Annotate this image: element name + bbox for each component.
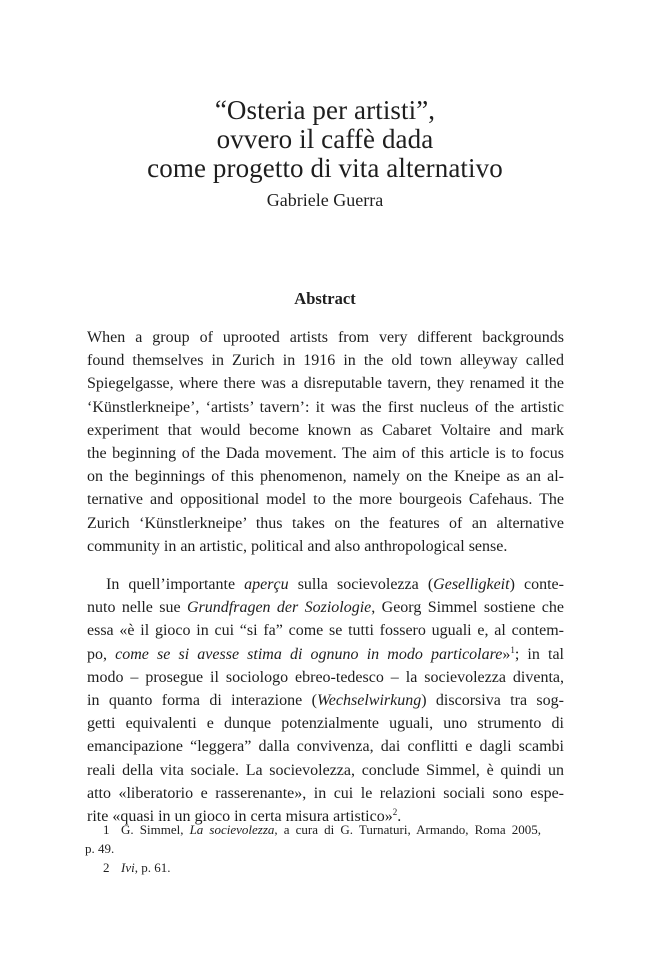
body-text-span: nuto nelle sue	[87, 599, 187, 617]
footnote-ref-2[interactable]: 2	[392, 806, 398, 817]
abstract-line: ternative and oppositional model to the more bourgeois Cafehaus. The	[87, 491, 564, 509]
footnote-1	[87, 820, 564, 839]
body-line: modo – prosegue il sociologo ebreo-tedesco – la socievolezza diventa,	[87, 668, 564, 686]
footnotes	[87, 820, 564, 877]
body-line: atto «liberatorio e rasserenante», in cui le relazioni sociali sono espe-	[87, 784, 564, 802]
body-italic-span: Geselligkeit	[433, 576, 510, 593]
abstract-line: Spiegelgasse, where there was a disreputable tavern, they renamed it the	[87, 375, 564, 393]
body-italic-span: come se si avesse stima di ognuno in modo particolare	[115, 645, 503, 663]
abstract-text	[87, 326, 564, 558]
footnote-number: 1	[103, 822, 110, 837]
footnote-text	[121, 820, 541, 839]
body-line	[87, 643, 564, 666]
body-text-span: ; in tal	[514, 645, 565, 663]
body-italic-span: Wechselwirkung	[316, 691, 422, 709]
body-text-span: In quell’importante	[106, 576, 245, 593]
title-line-1: “Osteria per artisti”,	[214, 95, 436, 125]
author-name: Gabriele Guerra	[266, 190, 384, 210]
footnote-italic-span: Ivi	[121, 860, 135, 875]
body-line	[87, 596, 564, 619]
footnote-ref-1[interactable]: 1	[510, 644, 515, 655]
body-italic-span: Grundfragen der Soziologie	[186, 599, 372, 617]
abstract-line: the beginning of the Dada movement. The aim of this article is to focus	[87, 444, 564, 462]
body-text-span: sulla socievolezza (	[288, 576, 434, 593]
title-line-2: ovvero il caffè dada	[216, 124, 434, 154]
body-text-span: po,	[87, 645, 116, 663]
body-text-span: ) discorsiva tra sog-	[421, 691, 564, 709]
body-text-span: , Georg Simmel sostiene che	[371, 599, 564, 617]
body-italic-span: aperçu	[244, 576, 289, 593]
body-line: reali della vita sociale. La socievolezza, conclude Simmel, è quindi un	[87, 761, 564, 779]
abstract-line: ‘Künstlerkneipe’, ‘artists’ tavern’: it was the first nucleus of the artistic	[87, 398, 564, 416]
body-text-span: ) conte-	[509, 576, 564, 593]
title-line-3: come progetto di vita alternativo	[147, 153, 503, 183]
body-paragraph	[87, 573, 564, 828]
abstract-line: on the beginnings of this phenomenon, namely on the Kneipe as an al-	[87, 468, 564, 486]
body-text-span: .	[397, 807, 402, 825]
footnote-text-span: , p. 61.	[134, 860, 171, 875]
footnote-italic-span: La socievolezza	[189, 822, 275, 837]
footnote-2	[87, 858, 564, 877]
body-line	[87, 689, 564, 712]
body-text-span: »	[502, 645, 511, 663]
body-line: getti equivalenti e dunque potenzialmente uguali, uno strumento di	[87, 715, 564, 733]
abstract-line: When a group of uprooted artists from very different backgrounds	[87, 329, 564, 346]
abstract-line: experiment that would become known as Cabaret Voltaire and mark	[87, 421, 564, 439]
abstract-line: Zurich ‘Künstlerkneipe’ thus takes on the features of an alternative	[87, 514, 564, 532]
body-line: emancipazione “leggera” dalla convivenza, dai conflitti e dagli scambi	[87, 738, 564, 756]
footnote-number: 2	[103, 860, 110, 875]
body-text-span: in quanto forma di interazione (	[87, 691, 317, 709]
body-text-span: rite «quasi in un gioco in certa misura artistico»	[87, 807, 393, 825]
footnote-text-span: G. Simmel,	[121, 822, 190, 837]
footnote-text-span: , a cura di G. Turnaturi, Armando, Roma 2005,	[274, 822, 541, 837]
body-line	[87, 573, 564, 596]
abstract-line: community in an artistic, political and also anthropological sense.	[87, 537, 508, 555]
footnote-1-continuation: p. 49.	[85, 841, 115, 856]
abstract-heading: Abstract	[294, 289, 356, 308]
body-line: essa «è il gioco in cui “si fa” come se tutti fossero uguali e, al contem-	[87, 622, 564, 640]
title-block	[0, 96, 650, 211]
abstract-line: found themselves in Zurich in 1916 in the old town alleyway called	[87, 352, 564, 370]
